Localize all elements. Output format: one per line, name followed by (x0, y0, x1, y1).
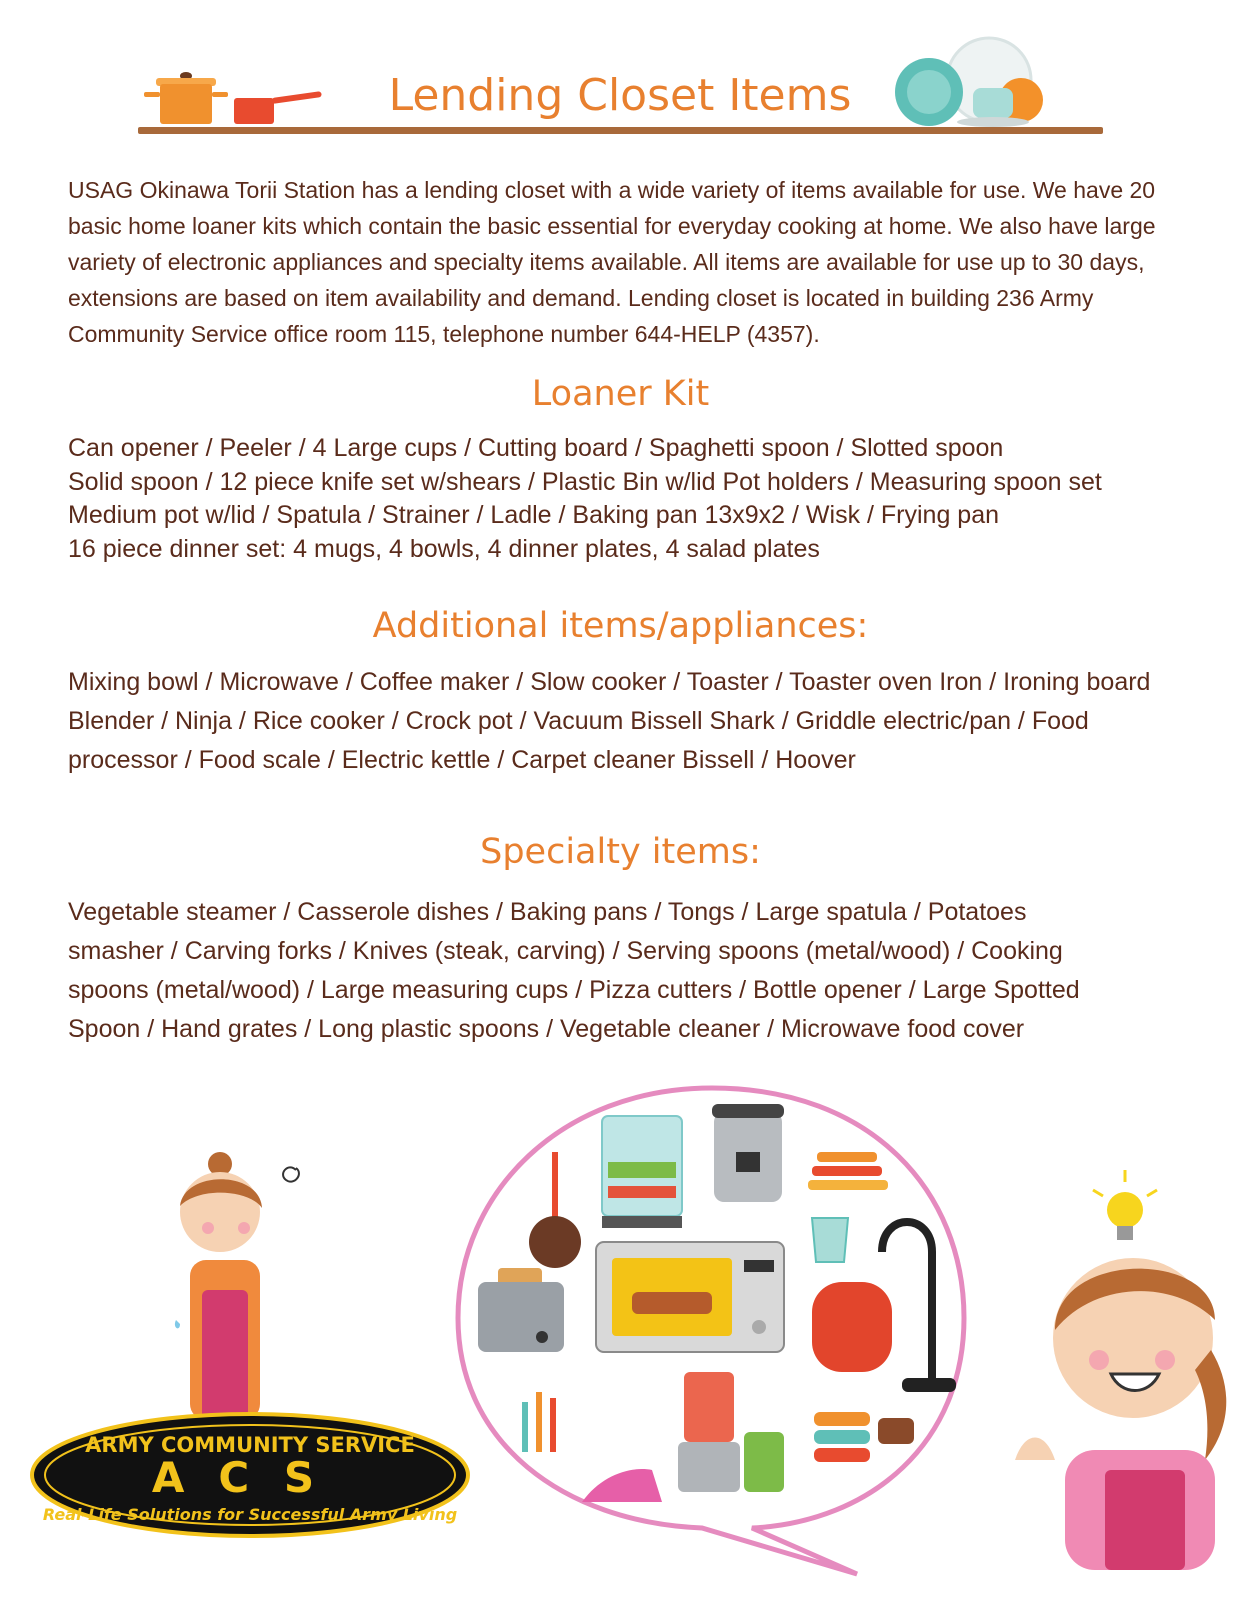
light-bulb-icon (1093, 1170, 1157, 1240)
page-title: Lending Closet Items (388, 70, 852, 121)
list-item: Solid spoon / 12 piece knife set w/shears / Plastic Bin w/lid Pot holders / Measuring spoon set (68, 467, 1102, 496)
list-item: spoons (metal/wood) / Large measuring cups / Pizza cutters / Bottle opener / Large Spotted (68, 976, 1080, 1004)
additional-items-list (68, 663, 1188, 780)
list-item: Vegetable steamer / Casserole dishes / Baking pans / Tongs / Large spatula / Potatoes (68, 898, 1027, 926)
loaner-kit-heading: Loaner Kit (531, 374, 710, 414)
specialty-items-list (68, 893, 1188, 1049)
logo-letters: ACS (151, 1453, 349, 1502)
list-item: 16 piece dinner set: 4 mugs, 4 bowls, 4 dinner plates, 4 salad plates (68, 534, 820, 563)
steamer-icon (602, 1116, 682, 1228)
intro-paragraph (68, 172, 1188, 352)
specialty-items-heading: Specialty items: (480, 832, 761, 872)
logo-top-text: ARMY COMMUNITY SERVICE (85, 1433, 415, 1457)
measuring-cup-icon (812, 1218, 848, 1262)
microwave-icon (596, 1242, 784, 1352)
appliances-thought-bubble (452, 1082, 972, 1582)
loaner-kit-list (68, 432, 1188, 566)
list-item: Blender / Ninja / Rice cooker / Crock pot / Vacuum Bissell Shark / Griddle electric/pan / Food (68, 707, 1089, 735)
confused-woman-illustration (160, 1150, 320, 1440)
list-item: smasher / Carving forks / Knives (steak, carving) / Serving spoons (metal/wood) / Cooking (68, 937, 1063, 965)
pots-illustration (140, 62, 330, 128)
list-item: processor / Food scale / Electric kettle / Carpet cleaner Bissell / Hoover (68, 746, 856, 774)
acs-logo (30, 1412, 470, 1538)
intro-line: extensions are based on item availability and demand. Lending closet is located in building 236 Army (68, 285, 1094, 311)
list-item: Can opener / Peeler / 4 Large cups / Cutting board / Spaghetti spoon / Slotted spoon (68, 434, 1004, 462)
shelf-divider (138, 127, 1103, 134)
pressure-cooker-icon (712, 1104, 784, 1202)
logo-bottom-text: Real-Life Solutions for Successful Army Living (42, 1505, 458, 1524)
intro-line: USAG Okinawa Torii Station has a lending closet with a wide variety of items available for use. We have 20 (68, 177, 1156, 203)
list-item: Medium pot w/lid / Spatula / Strainer / Ladle / Baking pan 13x9x2 / Wisk / Frying pan (68, 501, 1000, 529)
intro-line: Community Service office room 115, telephone number 644-HELP (4357). (68, 321, 820, 347)
plates-stack-icon (808, 1152, 888, 1190)
happy-woman-illustration (1015, 1160, 1235, 1570)
list-item: Mixing bowl / Microwave / Coffee maker / Slow cooker / Toaster / Toaster oven Iron / Ironing board (68, 668, 1151, 696)
list-item: Spoon / Hand grates / Long plastic spoons / Vegetable cleaner / Microwave food cover (68, 1015, 1025, 1043)
intro-line: basic home loaner kits which contain the basic essential for everyday cooking at home. We also have large (68, 213, 1156, 239)
intro-line: variety of electronic appliances and specialty items available. All items are available for use up to 30 days, (68, 249, 1145, 275)
additional-items-heading: Additional items/appliances: (372, 606, 869, 646)
dishes-illustration (893, 36, 1053, 128)
